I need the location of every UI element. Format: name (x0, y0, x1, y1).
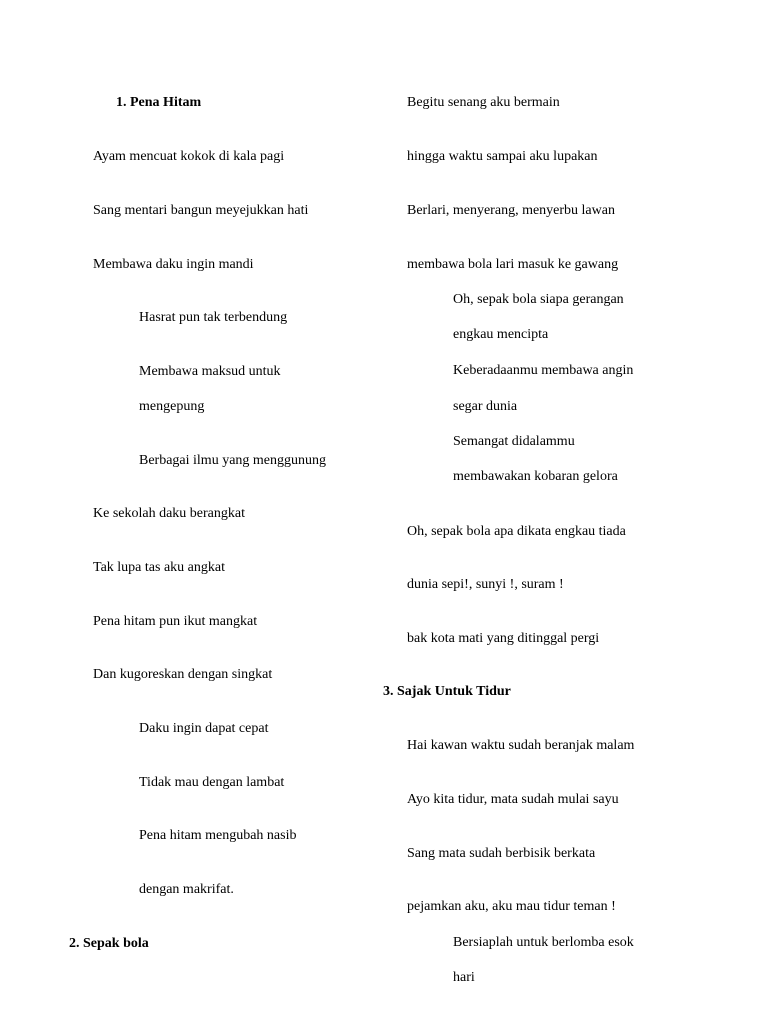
poem-2-line: Oh, sepak bola apa dikata engkau tiada (407, 524, 626, 539)
poem-2-number: 2. (69, 936, 80, 951)
poem-3-line: Bersiaplah untuk berlomba esok (453, 935, 634, 950)
poem-3-line: hari (453, 970, 475, 985)
poem-1-number: 1. (116, 95, 127, 110)
poem-3-line: pejamkan aku, aku mau tidur teman ! (407, 899, 616, 914)
poem-3-line: Sang mata sudah berbisik berkata (407, 846, 596, 861)
poem-1-line: Dan kugoreskan dengan singkat (93, 667, 273, 682)
poem-2-line: Begitu senang aku bermain (407, 95, 560, 110)
poem-2-heading (69, 936, 149, 952)
poem-1-line: Pena hitam pun ikut mangkat (93, 614, 258, 629)
poem-3-heading (383, 684, 511, 700)
poem-2-line: membawa bola lari masuk ke gawang (407, 257, 619, 272)
poem-1-line: Tidak mau dengan lambat (139, 775, 285, 790)
poem-1-line: Daku ingin dapat cepat (139, 721, 269, 736)
poem-2-line: hingga waktu sampai aku lupakan (407, 149, 598, 164)
poem-1-line: Membawa maksud untuk (139, 364, 281, 379)
poem-2-line: Oh, sepak bola siapa gerangan (453, 292, 624, 307)
poem-2-line: Keberadaanmu membawa angin (453, 363, 634, 378)
poem-2-line: Berlari, menyerang, menyerbu lawan (407, 203, 615, 218)
poem-2-line: dunia sepi!, sunyi !, suram ! (407, 577, 564, 592)
poem-1-line: Berbagai ilmu yang menggunung (139, 453, 327, 468)
poem-2-line: segar dunia (453, 399, 518, 414)
poem-1-line: dengan makrifat. (139, 882, 234, 897)
poem-3-title: Sajak Untuk Tidur (397, 684, 511, 699)
poem-1-line: mengepung (139, 399, 205, 414)
poem-3-number: 3. (383, 684, 394, 699)
poem-1-line: Membawa daku ingin mandi (93, 257, 254, 272)
poem-3-line: Hai kawan waktu sudah beranjak malam (407, 738, 635, 753)
poem-2-line: engkau mencipta (453, 327, 549, 342)
poem-1-heading (116, 95, 201, 111)
poem-1-line: Pena hitam mengubah nasib (139, 828, 297, 843)
poem-1-title: Pena Hitam (130, 95, 202, 110)
poem-1-line: Ke sekolah daku berangkat (93, 506, 245, 521)
poem-2-line: bak kota mati yang ditinggal pergi (407, 631, 600, 646)
poem-1-line: Ayam mencuat kokok di kala pagi (93, 149, 285, 164)
poem-1-line: Hasrat pun tak terbendung (139, 310, 288, 325)
poem-2-line: membawakan kobaran gelora (453, 469, 618, 484)
poem-2-line: Semangat didalammu (453, 434, 575, 449)
poem-1-line: Sang mentari bangun meyejukkan hati (93, 203, 309, 218)
poem-2-title: Sepak bola (83, 936, 149, 951)
poem-3-line: Ayo kita tidur, mata sudah mulai sayu (407, 792, 619, 807)
poem-1-line: Tak lupa tas aku angkat (93, 560, 225, 575)
